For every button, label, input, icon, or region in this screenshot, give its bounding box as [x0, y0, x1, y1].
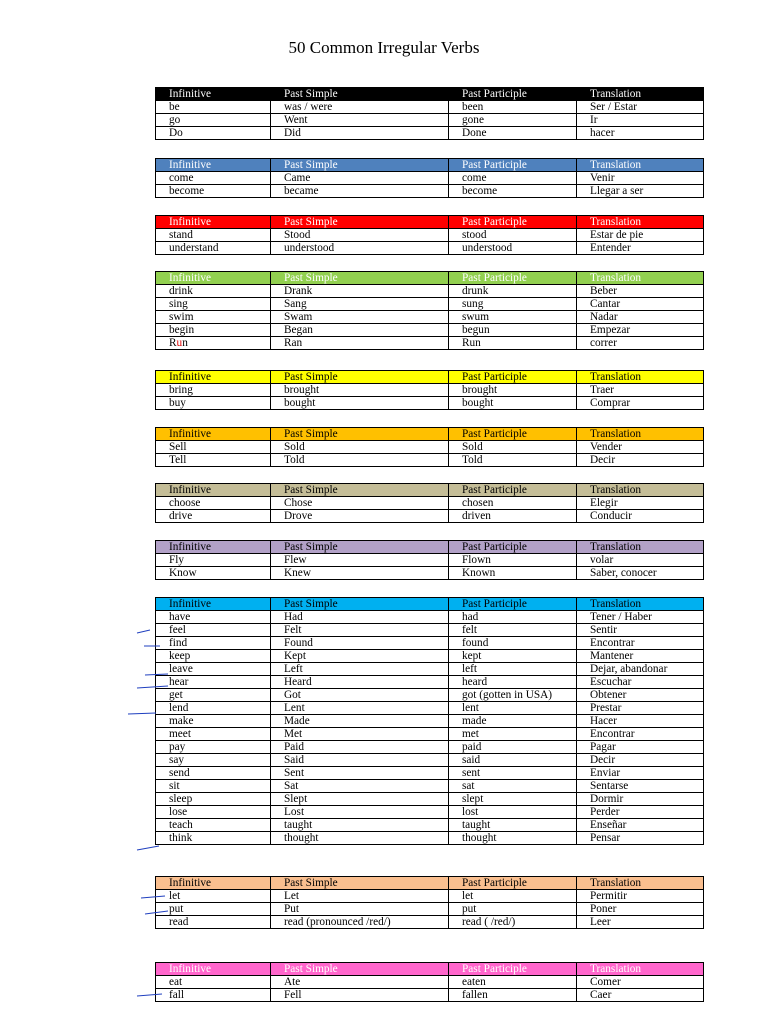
verb-table-8 [155, 540, 704, 580]
table-row [156, 311, 704, 324]
table-cell: slept [449, 793, 577, 806]
verb-table-7 [155, 483, 704, 523]
header-cell: Translation [577, 598, 704, 611]
table-cell: Began [271, 324, 449, 337]
table-cell: lost [449, 806, 577, 819]
table-cell: Sold [449, 441, 577, 454]
table-row [156, 767, 704, 780]
table-cell: Caer [577, 989, 704, 1002]
table-row [156, 324, 704, 337]
table-header-row [156, 88, 704, 101]
table-cell: Told [271, 454, 449, 467]
table-header-row [156, 877, 704, 890]
table-row [156, 298, 704, 311]
pen-mark-teach [137, 846, 159, 850]
table-cell: understood [449, 242, 577, 255]
table-cell: Ser / Estar [577, 101, 704, 114]
table-cell: Drank [271, 285, 449, 298]
table-cell: chosen [449, 497, 577, 510]
table-cell: Sat [271, 780, 449, 793]
table-cell: paid [449, 741, 577, 754]
table-cell: understood [271, 242, 449, 255]
header-cell: Past Simple [271, 877, 449, 890]
header-cell: Infinitive [156, 216, 271, 229]
table-cell: say [156, 754, 271, 767]
header-cell: Past Simple [271, 88, 449, 101]
table-cell: Tener / Haber [577, 611, 704, 624]
table-row [156, 624, 704, 637]
pen-mark-feel [137, 630, 150, 633]
header-cell: Past Participle [449, 598, 577, 611]
table-cell: Sell [156, 441, 271, 454]
table-cell: Flown [449, 554, 577, 567]
table-cell: go [156, 114, 271, 127]
table-row [156, 242, 704, 255]
header-cell: Past Simple [271, 159, 449, 172]
table-cell: teach [156, 819, 271, 832]
table-cell: Escuchar [577, 676, 704, 689]
header-cell: Infinitive [156, 272, 271, 285]
header-cell: Past Participle [449, 272, 577, 285]
table-cell: Mantener [577, 650, 704, 663]
table-cell: drunk [449, 285, 577, 298]
table-cell: keep [156, 650, 271, 663]
table-cell: hacer [577, 127, 704, 140]
table-cell: think [156, 832, 271, 845]
table-cell: Stood [271, 229, 449, 242]
table-row [156, 397, 704, 410]
table-row [156, 101, 704, 114]
table-cell: Said [271, 754, 449, 767]
verb-table-1 [155, 87, 704, 140]
table-cell: correr [577, 337, 704, 350]
header-cell: Past Simple [271, 272, 449, 285]
table-cell: swim [156, 311, 271, 324]
header-cell: Infinitive [156, 371, 271, 384]
table-header-row [156, 428, 704, 441]
table-cell: lose [156, 806, 271, 819]
table-cell: Elegir [577, 497, 704, 510]
table-cell: Cantar [577, 298, 704, 311]
table-cell: Tell [156, 454, 271, 467]
table-cell: eat [156, 976, 271, 989]
header-cell: Translation [577, 272, 704, 285]
table-header-row [156, 963, 704, 976]
table-row [156, 728, 704, 741]
header-cell: Translation [577, 428, 704, 441]
table-cell: Chose [271, 497, 449, 510]
table-cell: Prestar [577, 702, 704, 715]
table-cell: sleep [156, 793, 271, 806]
header-cell: Translation [577, 371, 704, 384]
header-cell: Translation [577, 541, 704, 554]
header-cell: Past Participle [449, 428, 577, 441]
header-cell: Translation [577, 216, 704, 229]
verb-table-5 [155, 370, 704, 410]
header-cell: Past Participle [449, 216, 577, 229]
table-row [156, 780, 704, 793]
table-cell: said [449, 754, 577, 767]
table-cell: get [156, 689, 271, 702]
table-cell: eaten [449, 976, 577, 989]
table-header-row [156, 598, 704, 611]
table-cell: sung [449, 298, 577, 311]
table-cell: let [449, 890, 577, 903]
table-cell: Run [449, 337, 577, 350]
table-header-row [156, 216, 704, 229]
header-cell: Infinitive [156, 877, 271, 890]
table-row [156, 229, 704, 242]
header-cell: Translation [577, 877, 704, 890]
table-cell: pay [156, 741, 271, 754]
table-cell: drive [156, 510, 271, 523]
table-cell: Came [271, 172, 449, 185]
header-cell: Past Participle [449, 371, 577, 384]
table-cell: stood [449, 229, 577, 242]
verb-table-11 [155, 962, 704, 1002]
table-cell: find [156, 637, 271, 650]
header-cell: Infinitive [156, 541, 271, 554]
table-row [156, 819, 704, 832]
table-cell: have [156, 611, 271, 624]
table-cell: read ( /red/) [449, 916, 577, 929]
table-row [156, 567, 704, 580]
table-cell: lend [156, 702, 271, 715]
table-cell: heard [449, 676, 577, 689]
table-cell: Decir [577, 454, 704, 467]
table-cell: brought [449, 384, 577, 397]
table-row [156, 976, 704, 989]
table-cell: gone [449, 114, 577, 127]
table-cell: Known [449, 567, 577, 580]
table-cell: Comprar [577, 397, 704, 410]
table-row [156, 650, 704, 663]
table-cell: thought [449, 832, 577, 845]
header-cell: Translation [577, 88, 704, 101]
table-cell: begun [449, 324, 577, 337]
table-cell: kept [449, 650, 577, 663]
table-cell: Vender [577, 441, 704, 454]
table-cell: Pensar [577, 832, 704, 845]
table-cell: Conducir [577, 510, 704, 523]
table-cell: Heard [271, 676, 449, 689]
table-header-row [156, 541, 704, 554]
table-cell: Hacer [577, 715, 704, 728]
table-cell: Run [156, 337, 271, 350]
table-cell: Found [271, 637, 449, 650]
table-cell: Perder [577, 806, 704, 819]
header-cell: Translation [577, 963, 704, 976]
table-cell: lent [449, 702, 577, 715]
table-cell: Estar de pie [577, 229, 704, 242]
table-cell: Kept [271, 650, 449, 663]
table-cell: Comer [577, 976, 704, 989]
page-title: 50 Common Irregular Verbs [288, 38, 480, 57]
table-row [156, 285, 704, 298]
header-cell: Past Simple [271, 963, 449, 976]
header-cell: Infinitive [156, 484, 271, 497]
table-cell: read (pronounced /red/) [271, 916, 449, 929]
table-row [156, 793, 704, 806]
header-cell: Past Simple [271, 428, 449, 441]
table-row [156, 832, 704, 845]
table-cell: sit [156, 780, 271, 793]
table-row [156, 989, 704, 1002]
table-row [156, 903, 704, 916]
header-cell: Past Simple [271, 598, 449, 611]
table-cell: choose [156, 497, 271, 510]
table-cell: fallen [449, 989, 577, 1002]
table-cell: Ir [577, 114, 704, 127]
table-cell: Entender [577, 242, 704, 255]
table-cell: come [156, 172, 271, 185]
table-cell: taught [271, 819, 449, 832]
verb-table-6 [155, 427, 704, 467]
table-row [156, 127, 704, 140]
table-header-row [156, 159, 704, 172]
table-cell: Went [271, 114, 449, 127]
table-cell: make [156, 715, 271, 728]
header-cell: Past Participle [449, 88, 577, 101]
table-cell: be [156, 101, 271, 114]
table-cell: bought [449, 397, 577, 410]
table-cell: Sent [271, 767, 449, 780]
table-cell: let [156, 890, 271, 903]
table-cell: leave [156, 663, 271, 676]
table-header-row [156, 272, 704, 285]
table-cell: was / were [271, 101, 449, 114]
table-row [156, 741, 704, 754]
table-cell: Dormir [577, 793, 704, 806]
table-cell: Did [271, 127, 449, 140]
header-cell: Translation [577, 159, 704, 172]
table-cell: Llegar a ser [577, 185, 704, 198]
table-cell: bought [271, 397, 449, 410]
table-cell: Drove [271, 510, 449, 523]
table-cell: Had [271, 611, 449, 624]
table-cell: met [449, 728, 577, 741]
table-cell: brought [271, 384, 449, 397]
table-cell: put [449, 903, 577, 916]
table-cell: read [156, 916, 271, 929]
table-row [156, 114, 704, 127]
table-cell: Sentarse [577, 780, 704, 793]
table-cell: swum [449, 311, 577, 324]
table-cell: Ate [271, 976, 449, 989]
table-cell: Empezar [577, 324, 704, 337]
table-cell: Fly [156, 554, 271, 567]
table-cell: stand [156, 229, 271, 242]
table-row [156, 554, 704, 567]
table-cell: Dejar, abandonar [577, 663, 704, 676]
table-cell: Ran [271, 337, 449, 350]
table-header-row [156, 484, 704, 497]
table-row [156, 916, 704, 929]
table-cell: left [449, 663, 577, 676]
table-cell: Met [271, 728, 449, 741]
header-cell: Infinitive [156, 159, 271, 172]
table-row [156, 637, 704, 650]
table-cell: send [156, 767, 271, 780]
table-cell: buy [156, 397, 271, 410]
table-cell: became [271, 185, 449, 198]
table-cell: Done [449, 127, 577, 140]
table-cell: Decir [577, 754, 704, 767]
table-cell: Put [271, 903, 449, 916]
header-cell: Infinitive [156, 88, 271, 101]
table-row [156, 676, 704, 689]
table-cell: sent [449, 767, 577, 780]
table-cell: become [449, 185, 577, 198]
table-cell: Obtener [577, 689, 704, 702]
table-row [156, 806, 704, 819]
table-cell: Permitir [577, 890, 704, 903]
table-row [156, 185, 704, 198]
table-cell: found [449, 637, 577, 650]
table-cell: Know [156, 567, 271, 580]
table-row [156, 702, 704, 715]
header-cell: Past Simple [271, 216, 449, 229]
table-cell: Got [271, 689, 449, 702]
table-cell: sing [156, 298, 271, 311]
table-row [156, 890, 704, 903]
table-cell: feel [156, 624, 271, 637]
verb-table-3 [155, 215, 704, 255]
table-cell: Lent [271, 702, 449, 715]
table-cell: understand [156, 242, 271, 255]
table-cell: Slept [271, 793, 449, 806]
table-cell: had [449, 611, 577, 624]
header-cell: Past Simple [271, 541, 449, 554]
table-row [156, 715, 704, 728]
verb-table-10 [155, 876, 704, 929]
table-cell: Leer [577, 916, 704, 929]
header-cell: Past Participle [449, 877, 577, 890]
header-cell: Infinitive [156, 428, 271, 441]
table-cell: Venir [577, 172, 704, 185]
table-cell: volar [577, 554, 704, 567]
table-cell: Sang [271, 298, 449, 311]
pen-mark-lend [128, 713, 156, 714]
header-cell: Infinitive [156, 598, 271, 611]
header-cell: Translation [577, 484, 704, 497]
table-cell: Felt [271, 624, 449, 637]
table-cell: made [449, 715, 577, 728]
table-cell: Lost [271, 806, 449, 819]
header-cell: Past Participle [449, 963, 577, 976]
table-cell: meet [156, 728, 271, 741]
table-cell: sat [449, 780, 577, 793]
header-cell: Past Simple [271, 484, 449, 497]
table-cell: Traer [577, 384, 704, 397]
table-cell: Poner [577, 903, 704, 916]
table-cell: Paid [271, 741, 449, 754]
table-cell: been [449, 101, 577, 114]
header-cell: Infinitive [156, 963, 271, 976]
table-cell: Enseñar [577, 819, 704, 832]
verb-table-2 [155, 158, 704, 198]
table-row [156, 172, 704, 185]
table-cell: Knew [271, 567, 449, 580]
verb-table-9 [155, 597, 704, 845]
table-row [156, 611, 704, 624]
table-cell: Do [156, 127, 271, 140]
table-row [156, 510, 704, 523]
table-cell: felt [449, 624, 577, 637]
header-cell: Past Participle [449, 159, 577, 172]
table-row [156, 441, 704, 454]
table-cell: Enviar [577, 767, 704, 780]
table-cell: Pagar [577, 741, 704, 754]
table-cell: Fell [271, 989, 449, 1002]
table-row [156, 337, 704, 350]
header-cell: Past Simple [271, 371, 449, 384]
table-row [156, 663, 704, 676]
table-cell: begin [156, 324, 271, 337]
table-cell: Told [449, 454, 577, 467]
table-cell: drink [156, 285, 271, 298]
table-cell: Made [271, 715, 449, 728]
table-row [156, 689, 704, 702]
table-row [156, 384, 704, 397]
table-cell: thought [271, 832, 449, 845]
table-cell: Let [271, 890, 449, 903]
table-cell: Beber [577, 285, 704, 298]
table-cell: Sold [271, 441, 449, 454]
table-header-row [156, 371, 704, 384]
table-cell: bring [156, 384, 271, 397]
header-cell: Past Participle [449, 484, 577, 497]
table-cell: Sentir [577, 624, 704, 637]
table-cell: Encontrar [577, 637, 704, 650]
table-cell: Nadar [577, 311, 704, 324]
table-cell: got (gotten in USA) [449, 689, 577, 702]
table-cell: become [156, 185, 271, 198]
table-cell: Saber, conocer [577, 567, 704, 580]
table-cell: Left [271, 663, 449, 676]
table-row [156, 497, 704, 510]
table-cell: Flew [271, 554, 449, 567]
table-cell: Encontrar [577, 728, 704, 741]
table-cell: taught [449, 819, 577, 832]
table-cell: come [449, 172, 577, 185]
table-cell: put [156, 903, 271, 916]
header-cell: Past Participle [449, 541, 577, 554]
table-cell: driven [449, 510, 577, 523]
table-row [156, 454, 704, 467]
table-cell: Swam [271, 311, 449, 324]
table-cell: fall [156, 989, 271, 1002]
table-cell: hear [156, 676, 271, 689]
table-row [156, 754, 704, 767]
verb-table-4 [155, 271, 704, 350]
